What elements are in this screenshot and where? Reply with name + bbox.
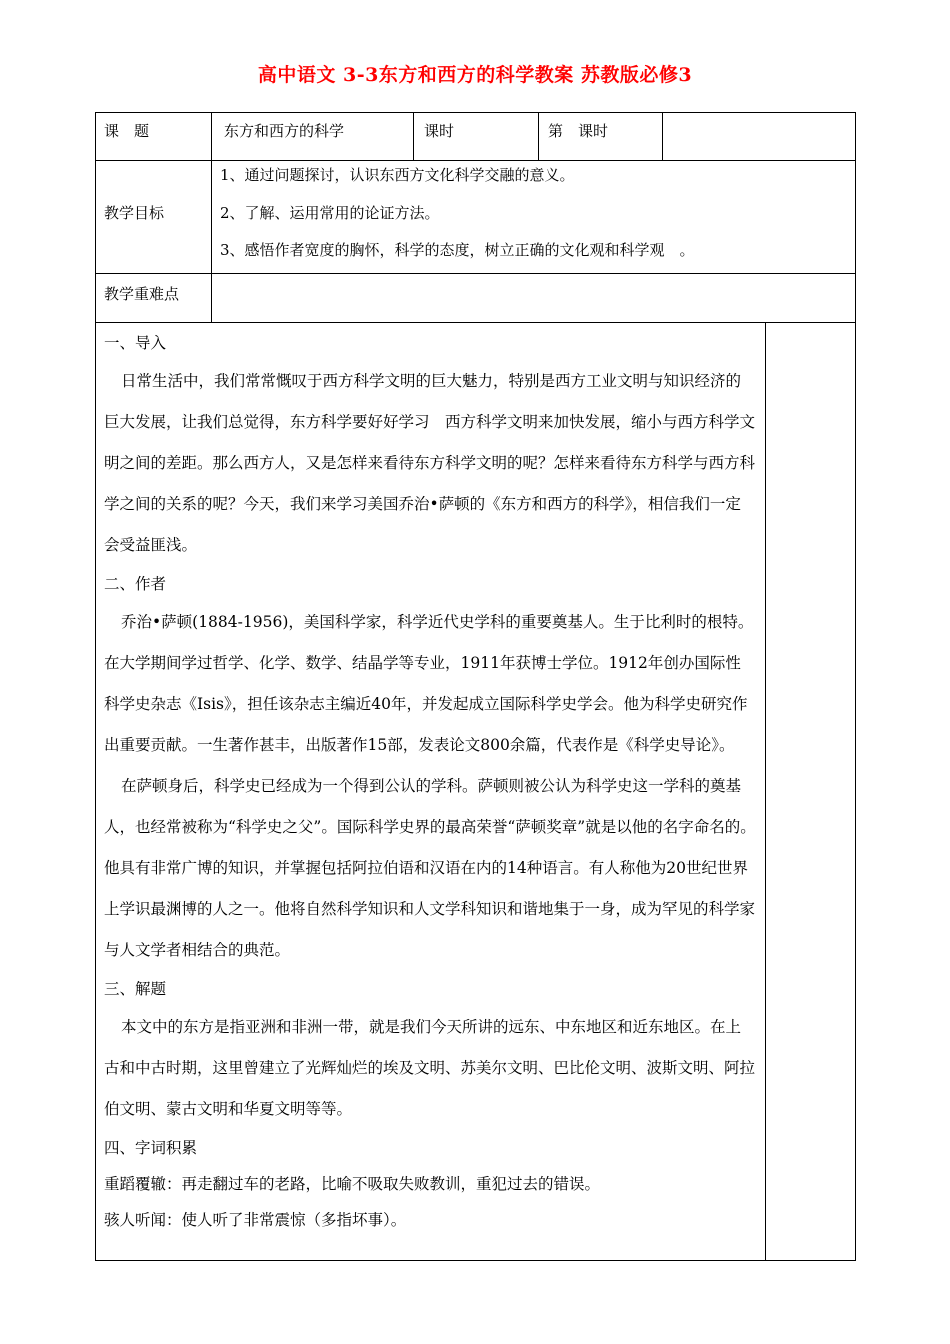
vocab-item: 骇人听闻：使人听了非常震惊（多指坏事）。 [104, 1211, 407, 1229]
column-divider [662, 112, 663, 161]
topic-value: 东方和西方的科学 [224, 122, 345, 140]
section-heading: 四、字词积累 [104, 1139, 198, 1157]
column-divider [413, 112, 414, 161]
column-divider [211, 112, 212, 323]
section-heading: 一、导入 [104, 334, 167, 352]
topic-label: 课 题 [104, 122, 150, 140]
objectives-label: 教学目标 [104, 204, 165, 222]
vocab-item: 重蹈覆辙：再走翻过车的老路，比喻不吸取失败教训，重犯过去的错误。 [104, 1175, 601, 1193]
row-divider [95, 322, 856, 323]
column-divider [538, 112, 539, 161]
objective-item: 2、了解、运用常用的论证方法。 [220, 204, 440, 222]
row-divider [95, 160, 856, 161]
lesson-content [104, 325, 756, 1238]
period-label: 课时 [424, 122, 455, 140]
section-heading: 二、作者 [104, 575, 167, 593]
document-title: 高中语文 3-3东方和西方的科学教案 苏教版必修3 [257, 64, 693, 86]
row-divider [95, 273, 856, 274]
objective-item: 3、感悟作者宽度的胸怀，科学的态度，树立正确的文化观和科学观 。 [220, 241, 695, 259]
objective-item: 1、通过问题探讨，认识东西方文化科学交融的意义。 [220, 166, 575, 184]
section-heading: 三、解题 [104, 980, 167, 998]
key-points-label: 教学重难点 [104, 285, 180, 303]
paragraph: 在萨顿身后，科学史已经成为一个得到公认的学科。萨顿则被公认为科学史这一学科的奠基人，也经常被称为“科学史之父”。国际科学史界的最高荣誉“萨顿奖章”就是以他的名字命名的。他具有非常广博的知识，并掌握包括阿拉伯语和汉语在内的14种语言。有人称他为20世纪世界上学识最渊博的人之一。他将自然科学知识和人文学科知识和谐地集于一身，成为罕见的科学家与人文学者相结合的典范。 [104, 777, 756, 959]
paragraph: 本文中的东方是指亚洲和非洲一带，就是我们今天所讲的远东、中东地区和近东地区。在上古和中古时期，这里曾建立了光辉灿烂的埃及文明、苏美尔文明、巴比伦文明、波斯文明、阿拉伯文明、蒙古文明和华夏文明等等。 [104, 1018, 756, 1118]
period-value: 第 课时 [548, 122, 609, 140]
content-right-border [765, 322, 766, 1261]
paragraph: 乔治•萨顿(1884-1956)，美国科学家，科学近代史学科的重要奠基人。生于比利时的根特。在大学期间学过哲学、化学、数学、结晶学等专业，1911年获博士学位。1912年创办国际性科学史杂志《Isis》，担任该杂志主编近40年，并发起成立国际科学史学会。他为科学史研究作出重要贡献。一生著作甚丰，出版著作15部，发表论文800余篇，代表作是《科学史导论》。 [104, 613, 754, 754]
paragraph: 日常生活中，我们常常慨叹于西方科学文明的巨大魅力，特别是西方工业文明与知识经济的巨大发展，让我们总觉得，东方科学要好好学习 西方科学文明来加快发展，缩小与西方科学文明之间的差距。那么西方人，又是怎样来看待东方科学文明的呢？怎样来看待东方科学与西方科学之间的关系的呢？今天，我们来学习美国乔治•萨顿的《东方和西方的科学》，相信我们一定会受益匪浅。 [104, 372, 756, 554]
